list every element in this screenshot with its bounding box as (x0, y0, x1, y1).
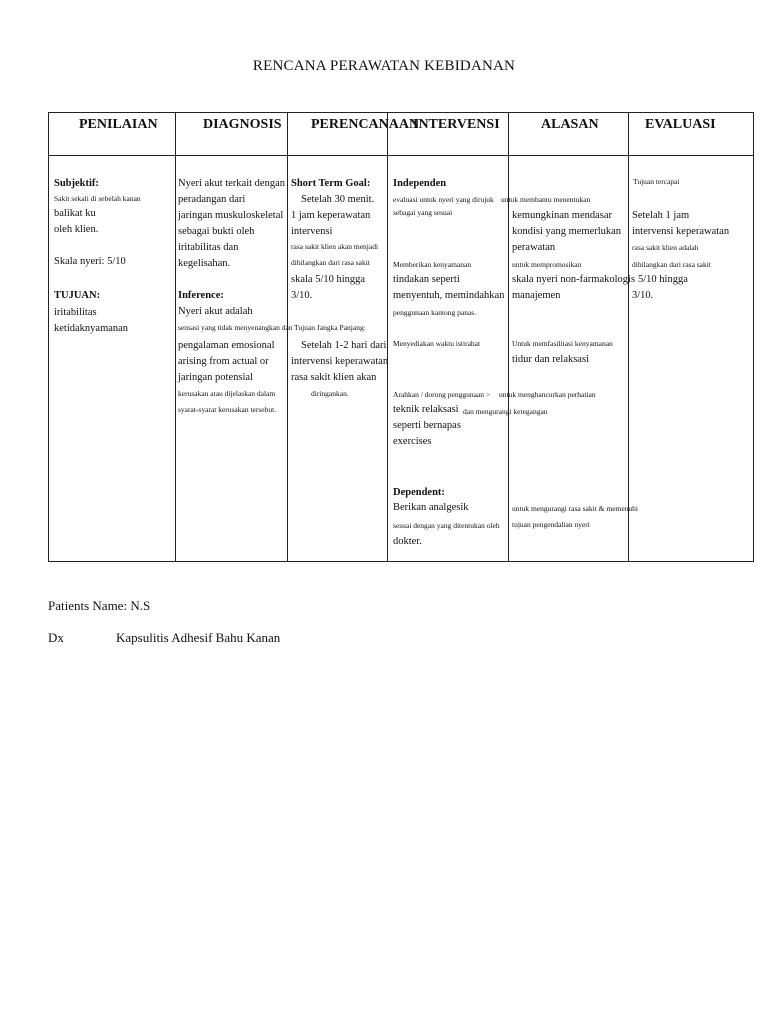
intervention-text: menyentuh, memindahkan (393, 290, 505, 301)
column-divider (387, 113, 388, 561)
evaluation-text: intervensi keperawatan (632, 226, 730, 237)
penilaian-text: balikat ku (54, 208, 96, 219)
intervention-text: Arahkan / dorong penggunaan > (393, 390, 491, 399)
intervention-text: sesuai dengan yang ditentukan oleh (393, 521, 500, 530)
intervention-text: tindakan seperti (393, 274, 460, 285)
rationale-text: tujuan pengendalian nyeri (512, 520, 590, 529)
evaluation-text: rasa sakit klien adalah (632, 243, 699, 252)
evaluation-status: Tujuan tercapai (633, 177, 680, 186)
care-plan-table (48, 112, 754, 562)
goal-text: rasa sakit klien akan (291, 372, 377, 383)
goal-text: intervensi keperawatan (291, 356, 389, 367)
long-term-goal-label: Tujuan Jangka Panjang: (294, 323, 366, 332)
goal-text: Setelah 30 menit. (301, 194, 375, 205)
header-diagnosis: DIAGNOSIS (203, 117, 282, 132)
dx-value: Kapsulitis Adhesif Bahu Kanan (116, 630, 281, 645)
pain-scale: Skala nyeri: 5/10 (54, 256, 126, 267)
short-term-goal-label: Short Term Goal: (291, 178, 371, 189)
diagnosis-text: iritabilitas dan (178, 242, 239, 253)
header-penilaian: PENILAIAN (79, 117, 158, 132)
inference-label: Inference: (178, 290, 224, 301)
goal-text: skala 5/10 hingga (291, 274, 366, 285)
goal-text: intervensi (291, 226, 333, 237)
column-divider (508, 113, 509, 561)
goal-text: 1 jam keperawatan (291, 210, 371, 221)
dx-label: Dx (48, 630, 64, 645)
diagnosis-text: Nyeri akut terkait dengan (178, 178, 285, 189)
intervention-text: sebagai yang sesuai (393, 208, 453, 217)
tujuan-label: TUJUAN: (54, 290, 101, 301)
goal-text: rasa sakit klien akan menjadi (291, 242, 379, 251)
header-divider (49, 155, 753, 156)
diagnosis-text: jaringan muskuloskeletal (178, 210, 284, 221)
intervention-text: exercises (393, 436, 432, 447)
column-divider (628, 113, 629, 561)
intervention-text: dan mengurangi ketegangan (463, 407, 548, 416)
rationale-text: kondisi yang memerlukan (512, 226, 622, 237)
intervention-text: Memberikan kenyamanan (393, 260, 472, 269)
goal-text: Setelah 1-2 hari dari (301, 340, 387, 351)
tujuan-text: ketidaknyamanan (54, 323, 129, 334)
rationale-text: untuk membantu menentukan (501, 195, 591, 204)
rationale-text: manajemen (512, 290, 561, 301)
inference-text: sensasi yang tidak menyenangkan dan (178, 323, 293, 332)
rationale-text: perawatan (512, 242, 556, 253)
rationale-text: tidur dan relaksasi (512, 354, 589, 365)
intervention-text: Berikan analgesik (393, 502, 469, 513)
intervention-text: teknik relaksasi (393, 404, 459, 415)
document-title: RENCANA PERAWATAN KEBIDANAN (252, 58, 516, 74)
header-alasan: ALASAN (541, 117, 599, 132)
intervention-text: Menyediakan waktu istirahat (393, 339, 481, 348)
diagnosis-text: peradangan dari (178, 194, 246, 205)
patient-name: Patients Name: N.S (48, 598, 151, 613)
header-perencanaan: PERENCANAAN (311, 117, 420, 132)
evaluation-text: 3/10. (632, 290, 654, 301)
dependent-label: Dependent: (393, 487, 445, 498)
rationale-text: untuk mempromosikan (512, 260, 582, 269)
intervention-text: dokter. (393, 536, 422, 547)
goal-text: 3/10. (291, 290, 313, 301)
diagnosis-text: kegelisahan. (178, 258, 231, 269)
inference-text: arising from actual or (178, 356, 269, 367)
evaluation-text: 5/10 hingga (638, 274, 688, 285)
inference-text: jaringan potensial (178, 372, 253, 383)
inference-text: syarat-syarat kerusakan tersebut. (178, 405, 277, 414)
column-divider (175, 113, 176, 561)
goal-text: dihilangkan dari rasa sakit (291, 258, 370, 267)
intervention-text: seperti bernapas (393, 420, 461, 431)
rationale-text: kemungkinan mendasar (512, 210, 613, 221)
column-divider (287, 113, 288, 561)
rationale-text: untuk mengurangi rasa sakit & memenuhi (512, 504, 639, 513)
rationale-text: skala nyeri non-farmakologis (512, 274, 636, 285)
tujuan-text: iritabilitas (54, 307, 97, 318)
diagnosis-text: sebagai bukti oleh (178, 226, 255, 237)
intervention-text: penggunaan kantong panas. (393, 308, 477, 317)
goal-text: diringankan. (311, 389, 349, 398)
inference-text: pengalaman emosional (178, 340, 275, 351)
inference-text: Nyeri akut adalah (178, 306, 253, 317)
subjektif-label: Subjektif: (54, 178, 99, 189)
header-intervensi: INTERVENSI (413, 117, 500, 132)
independen-label: Independen (393, 178, 447, 189)
intervention-text: evaluasi untuk nyeri yang dirujuk (393, 195, 494, 204)
penilaian-text: oleh klien. (54, 224, 99, 235)
penilaian-text: Sakit sekali di sebelah kanan (54, 194, 141, 203)
rationale-text: Untuk memfasilitasi kenyamanan (512, 339, 613, 348)
evaluation-text: Setelah 1 jam (632, 210, 690, 221)
evaluation-text: dihilangkan dari rasa sakit (632, 260, 711, 269)
header-evaluasi: EVALUASI (645, 117, 716, 132)
rationale-text: untuk menghancurkan perhatian (499, 390, 596, 399)
inference-text: kerusakan atau dijelaskan dalam (178, 389, 276, 398)
